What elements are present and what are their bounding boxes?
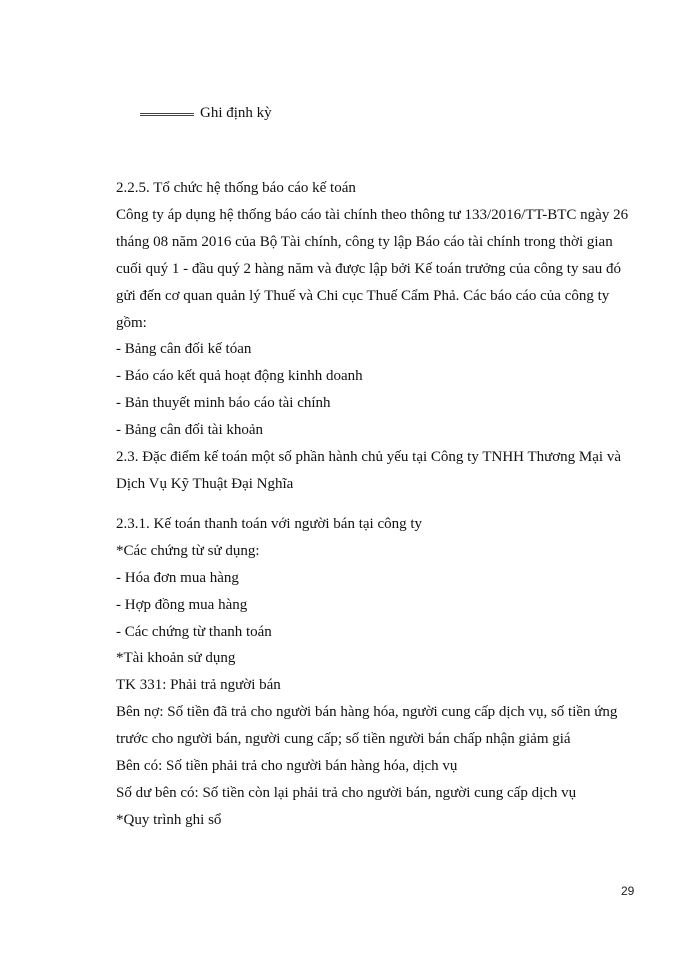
accounts-title: *Tài khoản sử dụng	[116, 650, 236, 667]
section-heading-2-3: 2.3. Đặc điểm kế toán một số phần hành chủ yếu tại Công ty TNHH Thương Mại và	[116, 449, 622, 466]
paragraph-line: Công ty áp dụng hệ thống báo cáo tài chính theo thông tư 133/2016/TT-BTC ngày 26	[116, 206, 629, 223]
paragraph-line: gửi đến cơ quan quản lý Thuế và Chi cục Thuế Cẩm Phả. Các báo cáo của công ty	[116, 287, 610, 304]
report-list-item: - Bảng cân đối tài khoản	[116, 422, 264, 439]
legend-label: Ghi định kỳ	[200, 105, 272, 121]
documents-title: *Các chứng từ sử dụng:	[116, 542, 260, 559]
document-list-item: - Các chứng từ thanh toán	[116, 623, 272, 640]
document-body	[116, 175, 636, 834]
spacer	[116, 498, 636, 511]
page-number: 29	[621, 884, 635, 898]
process-title: *Quy trình ghi sổ	[116, 811, 222, 828]
report-list-item: - Bản thuyết minh báo cáo tài chính	[116, 395, 331, 412]
document-list-item: - Hợp đồng mua hàng	[116, 596, 248, 613]
balance-line: Số dư bên có: Số tiền còn lại phải trả cho người bán, người cung cấp dịch vụ	[116, 784, 577, 801]
section-heading-2-3-1: 2.3.1. Kế toán thanh toán với người bán tại công ty	[116, 515, 423, 532]
section-heading-2-3-cont: Dịch Vụ Kỹ Thuật Đại Nghĩa	[116, 475, 294, 492]
account-line: TK 331: Phải trả người bán	[116, 677, 281, 694]
paragraph-line: cuối quý 1 - đầu quý 2 hàng năm và được lập bởi Kế toán trưởng của công ty sau đó	[116, 260, 621, 277]
paragraph-line: tháng 08 năm 2016 của Bộ Tài chính, công ty lập Báo cáo tài chính trong thời gian	[116, 233, 613, 250]
report-list-item: - Bảng cân đối kế tóan	[116, 341, 252, 358]
legend-periodic-entry	[140, 102, 272, 124]
double-line-symbol	[140, 113, 194, 116]
debit-line: trước cho người bán, người cung cấp; số tiền người bán chấp nhận giảm giá	[116, 731, 571, 748]
report-list-item: - Báo cáo kết quả hoạt động kinhh doanh	[116, 368, 363, 385]
paragraph-line: gồm:	[116, 314, 147, 331]
credit-line: Bên có: Số tiền phải trả cho người bán hàng hóa, dịch vụ	[116, 758, 458, 775]
document-list-item: - Hóa đơn mua hàng	[116, 569, 239, 586]
debit-line: Bên nợ: Số tiền đã trả cho người bán hàng hóa, người cung cấp dịch vụ, số tiền ứng	[116, 704, 618, 721]
section-heading-2-2-5: 2.2.5. Tổ chức hệ thống báo cáo kế toán	[116, 180, 356, 196]
